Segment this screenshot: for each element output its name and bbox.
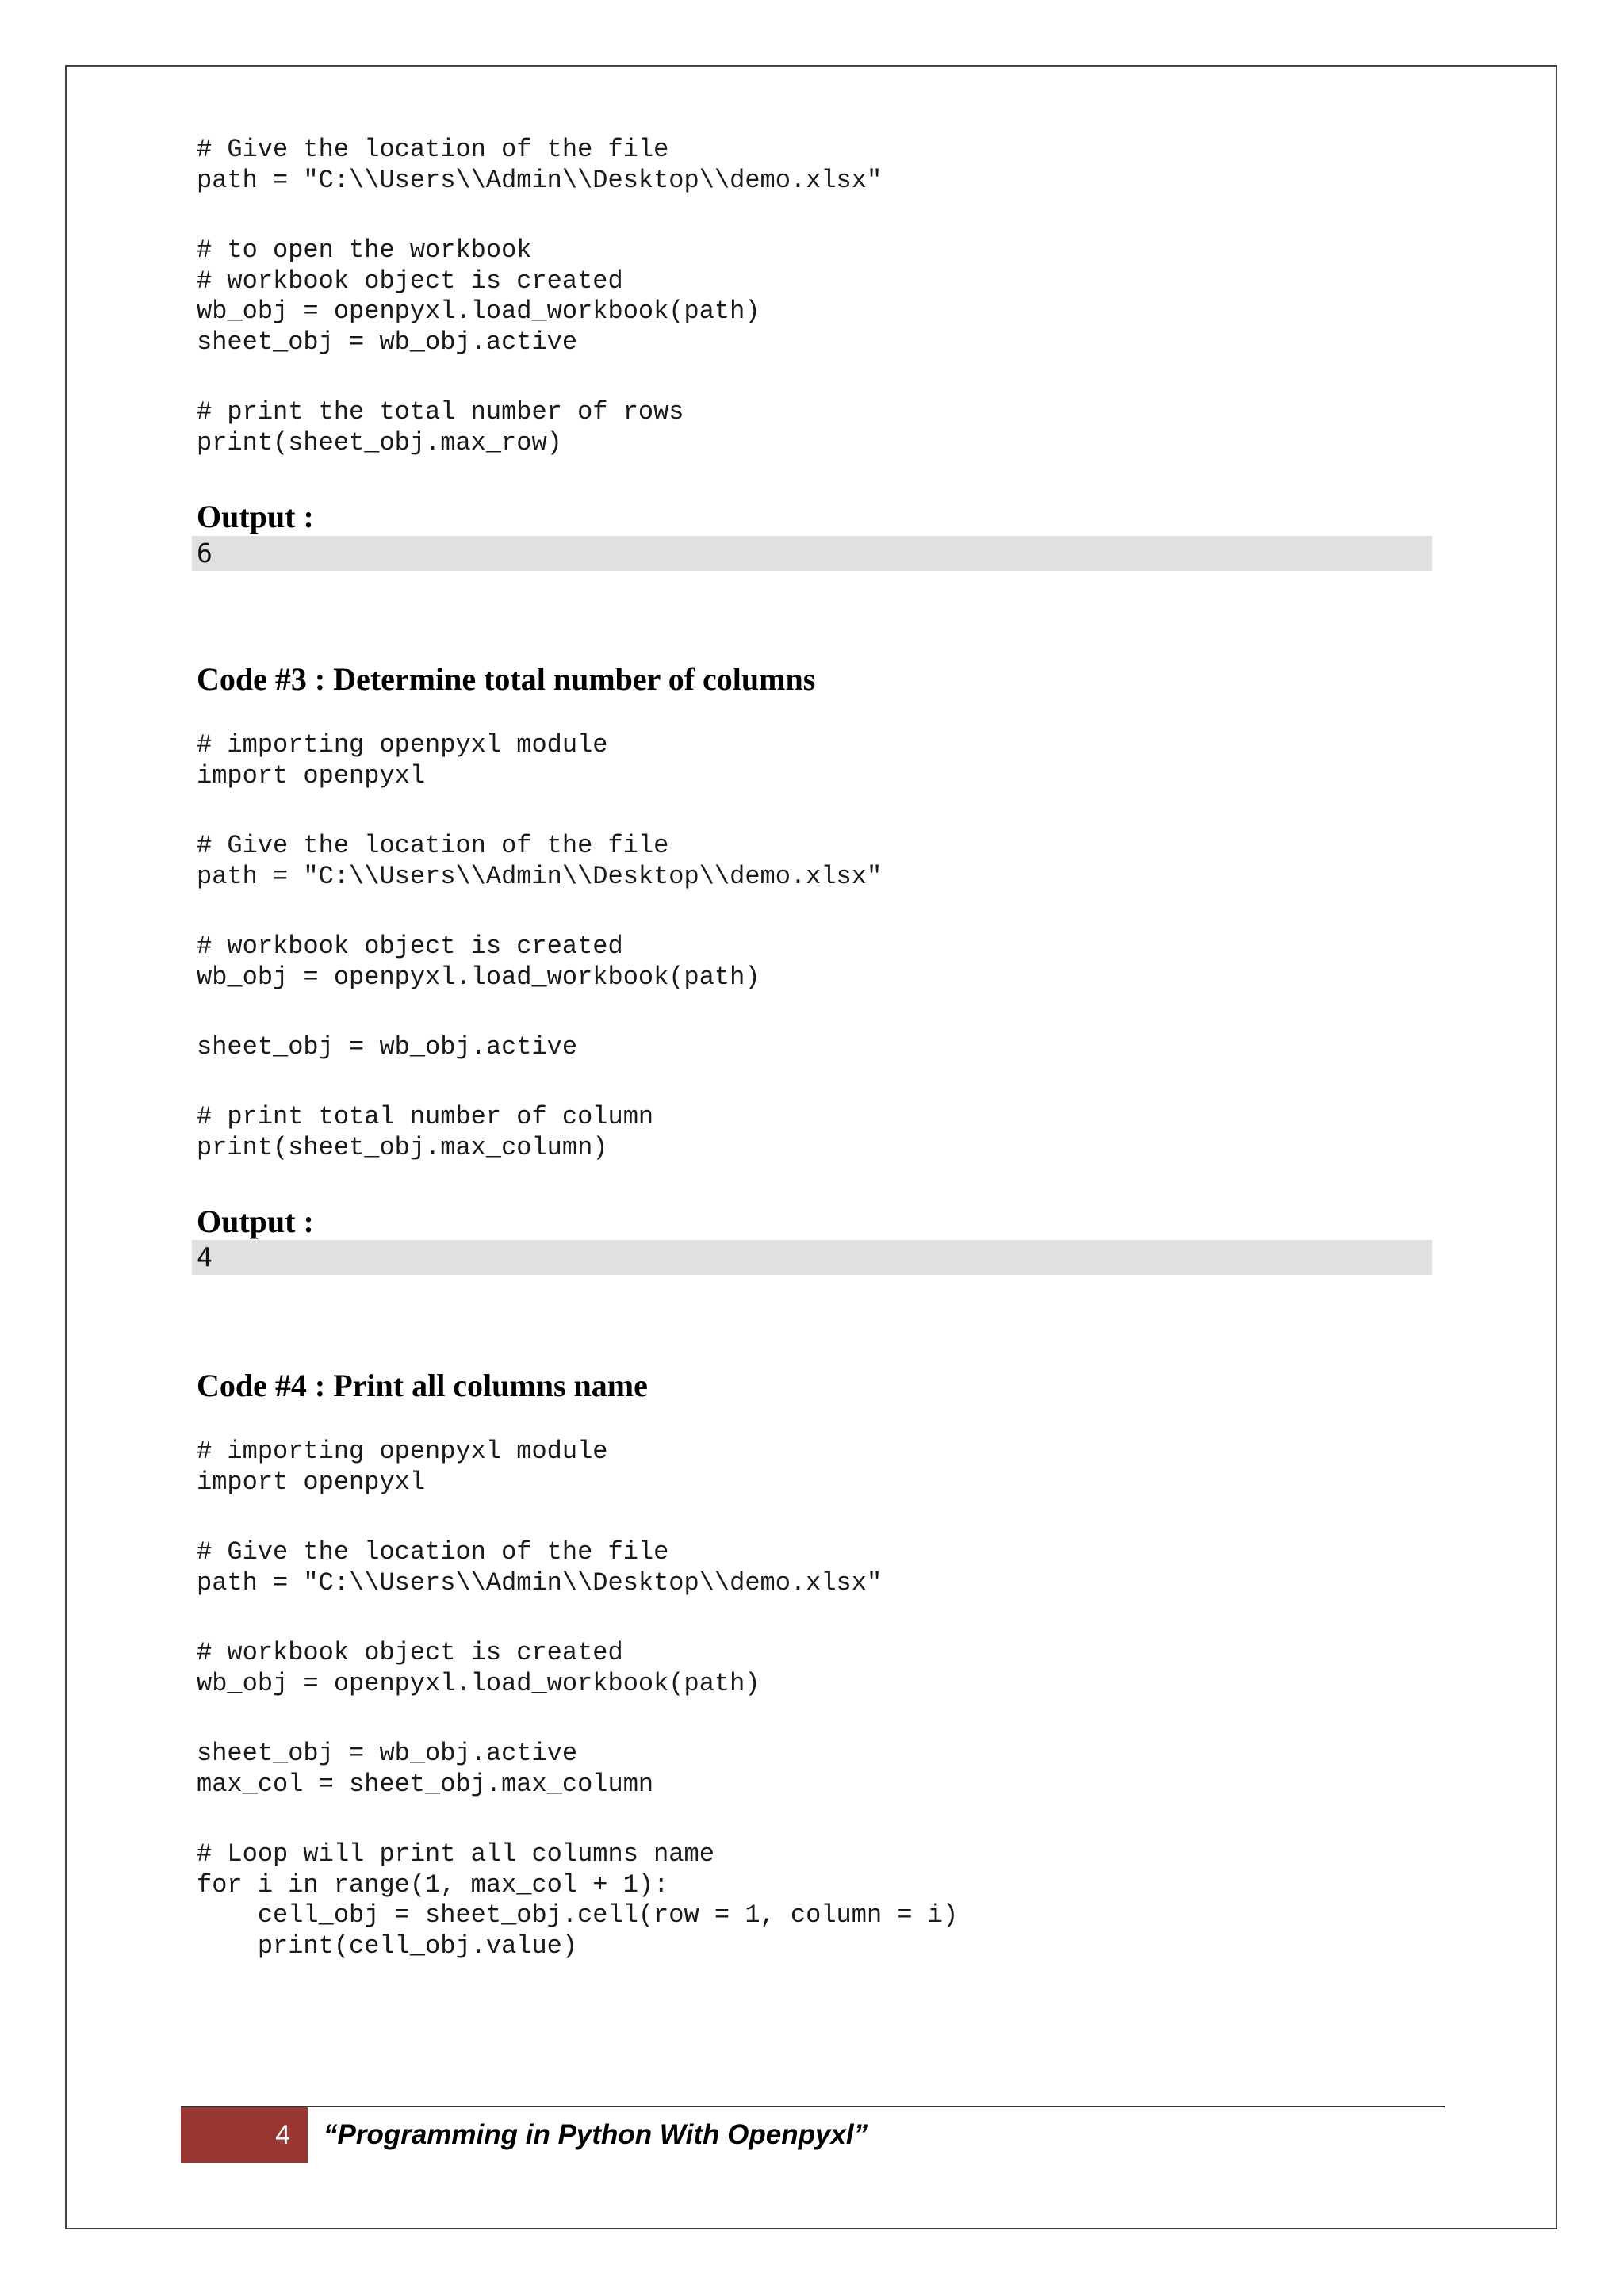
section-heading-code-4: Code #4 : Print all columns name <box>197 1368 648 1403</box>
code-loop-block: # Loop will print all columns name for i in range(1, max_col + 1): cell_obj = sheet_obj.cell(row = 1, column = i) print(cell_obj.value) <box>197 1839 959 1961</box>
output-label: Output : <box>197 1203 314 1239</box>
output-label: Output : <box>197 499 314 534</box>
footer-title: “Programming in Python With Openpyxl” <box>324 2119 868 2150</box>
page-number: 4 <box>181 2107 308 2163</box>
code-workbook-block: # workbook object is created wb_obj = openpyxl.load_workbook(path) <box>197 932 760 992</box>
code-import-block: # importing openpyxl module import openpyxl <box>197 730 608 790</box>
code-sheet-block: sheet_obj = wb_obj.active <box>197 1032 578 1062</box>
output-value-box: 4 <box>192 1240 1432 1275</box>
code-open-workbook-block: # to open the workbook # workbook object is created wb_obj = openpyxl.load_workbook(path) sheet_obj = wb_obj.active <box>197 235 760 357</box>
code-sheet-block: sheet_obj = wb_obj.active max_col = sheet_obj.max_column <box>197 1739 654 1799</box>
code-workbook-block: # workbook object is created wb_obj = openpyxl.load_workbook(path) <box>197 1638 760 1698</box>
code-path-block: # Give the location of the file path = "C:\\Users\\Admin\\Desktop\\demo.xlsx" <box>197 1537 883 1598</box>
code-print-columns-block: # print total number of column print(sheet_obj.max_column) <box>197 1102 654 1162</box>
output-value-box: 6 <box>192 536 1432 571</box>
section-heading-code-3: Code #3 : Determine total number of columns <box>197 661 816 697</box>
code-path-block: # Give the location of the file path = "C:\\Users\\Admin\\Desktop\\demo.xlsx" <box>197 135 883 195</box>
code-import-block: # importing openpyxl module import openpyxl <box>197 1437 608 1497</box>
code-path-block: # Give the location of the file path = "C:\\Users\\Admin\\Desktop\\demo.xlsx" <box>197 831 883 891</box>
code-print-rows-block: # print the total number of rows print(sheet_obj.max_row) <box>197 397 684 457</box>
